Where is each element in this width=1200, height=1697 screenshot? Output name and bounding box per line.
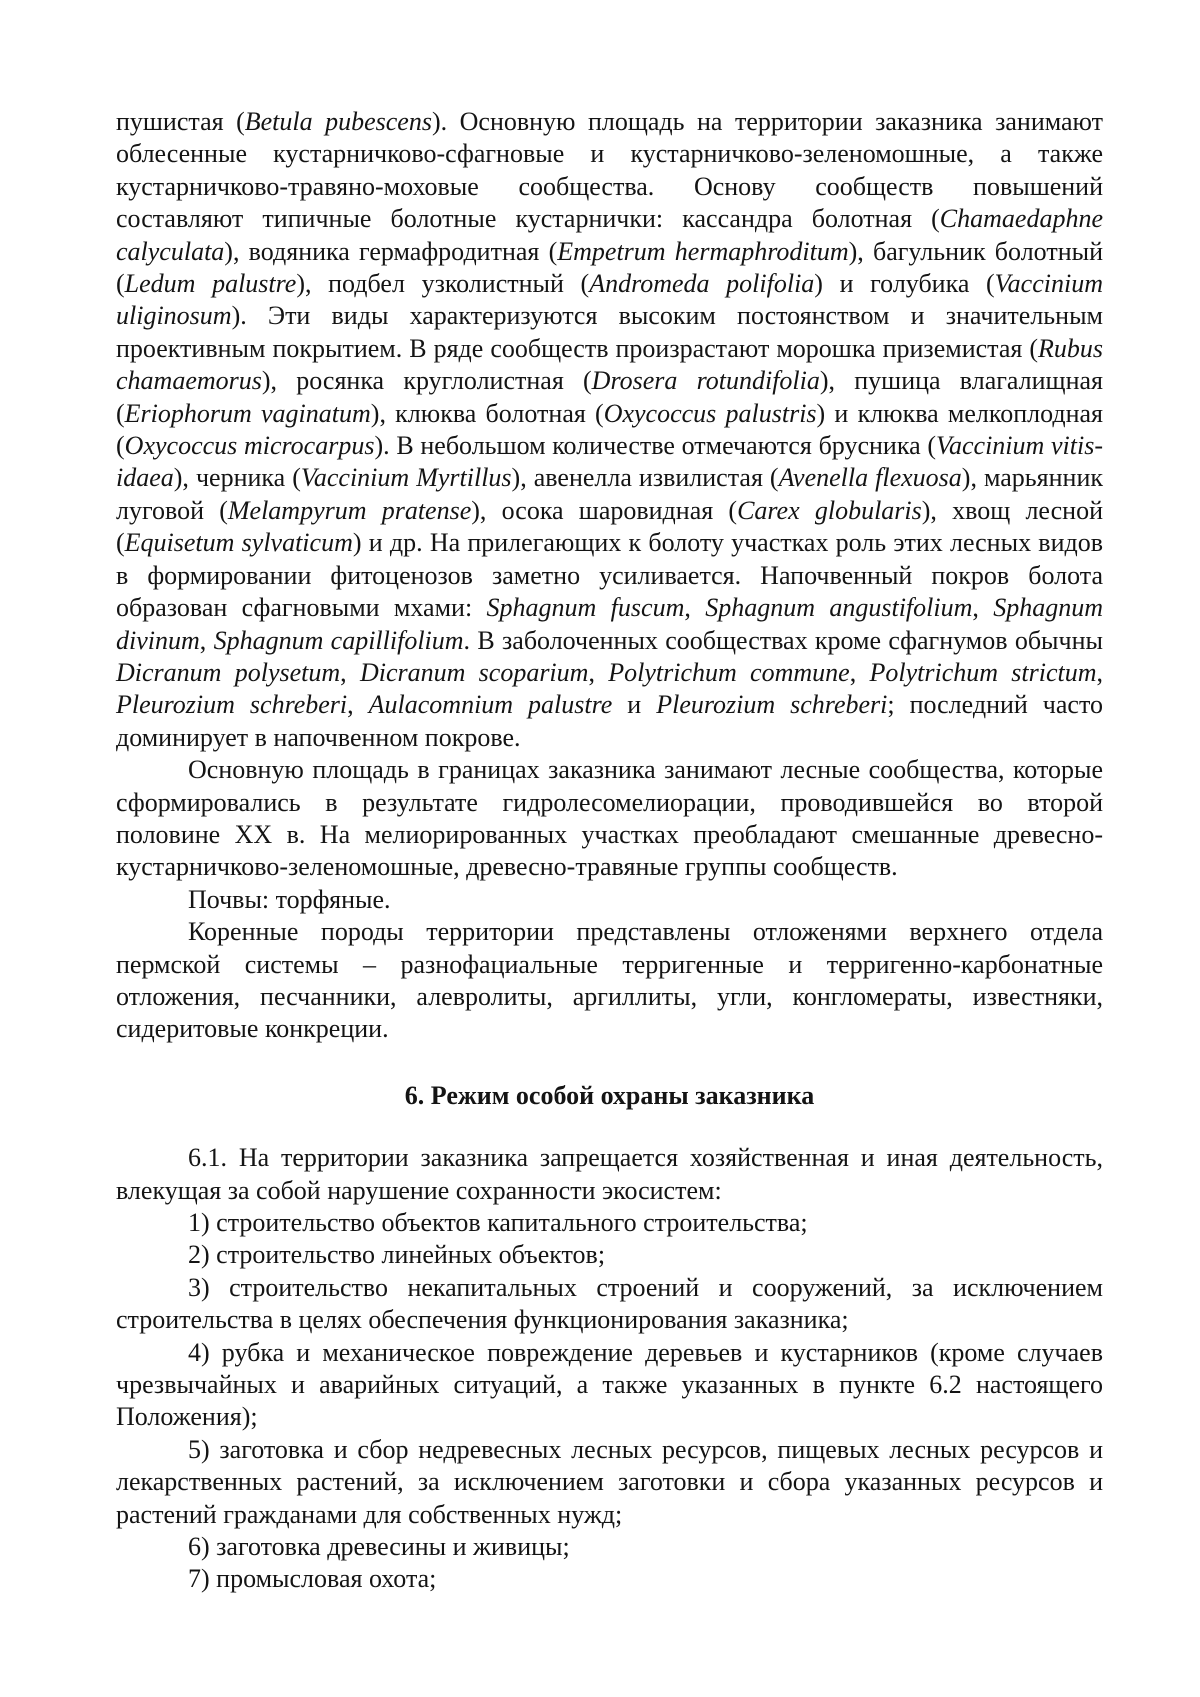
species-name: Pleurozium schreberi [656, 690, 888, 720]
species-name: Pleurozium schreberi [116, 690, 348, 720]
species-name: Oxycoccus microcarpus [124, 431, 375, 461]
soils-paragraph: Почвы: торфяные. [188, 884, 391, 914]
forest-communities-paragraph: Основную площадь в границах заказника занимают лесные сообщества, которые сформировались в результате гидролесомелиорации, проводившейся во второй половине XX в. На мелиорированных участках преобладают смешанные древесно-кустарничково-зеленомошные, древесно-травяные группы сообществ. [116, 755, 1103, 882]
species-name: Chamaedaphne calyculata [116, 204, 1103, 266]
prohibition-list [116, 1207, 1103, 1596]
species-name: Betula pubescens [244, 107, 432, 136]
list-item: 7) промысловая охота; [188, 1564, 437, 1594]
species-name: Eriophorum vaginatum [124, 398, 371, 428]
species-name: Andromeda polifolia [589, 269, 815, 299]
species-name: Polytrichum strictum [869, 657, 1097, 687]
species-name: Empetrum hermaphroditum [557, 236, 849, 266]
species-name: Drosera rotundifolia [591, 366, 820, 396]
list-item: 2) строительство линейных объектов; [188, 1240, 606, 1270]
species-name: Sphagnum fuscum [486, 593, 685, 623]
species-name: Rubus chamaemorus [116, 333, 1103, 396]
list-item: 1) строительство объектов капитального строительства; [188, 1208, 808, 1237]
species-name: Sphagnum divinum [116, 593, 1104, 655]
species-name: Carex globularis [737, 495, 922, 525]
species-name: Vaccinium uliginosum [116, 269, 1103, 331]
list-item: 5) заготовка и сбор недревесных лесных ресурсов, пищевых лесных ресурсов и лекарственных растений, за исключением заготовки и сбора указанных ресурсов и растений гражданами для собственных нужд; [116, 1434, 1103, 1529]
clause-6-1: 6.1. На территории заказника запрещается хозяйственная и иная деятельность, влекущая за собой нарушение сохранности экосистем: [116, 1143, 1103, 1205]
species-name: Ledum palustre [124, 269, 297, 299]
species-name: Melampyrum pratense [227, 495, 472, 525]
vegetation-paragraph: пушистая (Betula pubescens). Основную площадь на территории заказника занимают облесенные кустарничково-сфагновые и кустарничково-зеленомошные, а также кустарничково-травяно-моховые сообщества. Основу сообществ повышений составляют типичные болотные кустарнички: кассандра болотная (Chamaedaphne calyculata), водяника гермафродитная (Empetrum hermaphroditum), багульник болотный (Ledum palustre), подбел узколистный (Andromeda polifolia) и голубика (Vaccinium uliginosum). Эти виды характеризуются высоким постоянством и значительным проективным покрытием. В ряде сообществ произрастают морошка приземистая (Rubus chamaemorus), росянка круглолистная (Drosera rotundifolia), пушица влагалищная (Eriophorum vaginatum), клюква болотная (Oxycoccus palustris) и клюква мелкоплодная (Oxycoccus microcarpus). В небольшом количестве отмечаются брусника (Vaccinium vitis-idaea), черника (Vaccinium Myrtillus), авенелла извилистая (Avenella flexuosa), марьянник луговой (Melampyrum pratense), осока шаровидная (Carex globularis), хвощ лесной (Equisetum sylvaticum) и др. На прилегающих к болоту участках роль этих лесных видов в формировании фитоценозов заметно усиливается. Напочвенный покров болота образован сфагновыми мхами: Sphagnum fuscum, Sphagnum angustifolium, Sphagnum divinum, Sphagnum capillifolium. В заболоченных сообществах кроме сфагнумов обычны Dicranum polysetum, Dicranum scoparium, Polytrichum commune, Polytrichum strictum, Pleurozium schreberi, Aulacomnium palustre и Pleurozium schreberi; последний часто доминирует в напочвенном покрове. [116, 107, 1104, 752]
species-name: Sphagnum angustifolium [705, 593, 973, 623]
species-name: Avenella flexuosa [778, 463, 962, 493]
species-name: Sphagnum capillifolium [213, 625, 464, 655]
document-page [116, 106, 1103, 1596]
section-heading: 6. Режим особой охраны заказника [404, 1080, 815, 1110]
species-name: Vaccinium vitis-idaea [116, 431, 1103, 493]
species-name: Vaccinium Myrtillus [300, 463, 512, 493]
list-item: 3) строительство некапитальных строений и сооружений, за исключением строительства в целях обеспечения функционирования заказника; [116, 1272, 1103, 1335]
species-name: Oxycoccus palustris [603, 398, 817, 428]
bedrock-paragraph: Коренные породы территории представлены отложенями верхнего отдела пермской системы – разнофациальные терригенные и терригенно-карбонатные отложения, песчанники, алевролиты, аргиллиты, угли, конгломераты, известняки, сидеритовые конкреции. [116, 917, 1103, 1044]
species-name: Polytrichum commune [608, 657, 850, 687]
species-name: Dicranum scoparium [359, 657, 589, 687]
species-name: Aulacomnium palustre [368, 690, 613, 720]
species-name: Equisetum sylvaticum [124, 528, 353, 558]
list-item: 6) заготовка древесины и живицы; [188, 1532, 570, 1562]
list-item: 4) рубка и механическое повреждение деревьев и кустарников (кроме случаев чрезвычайных и аварийных ситуаций, а также указанных в пункте 6.2 настоящего Положения); [116, 1337, 1103, 1432]
species-name: Dicranum polysetum [116, 657, 341, 687]
